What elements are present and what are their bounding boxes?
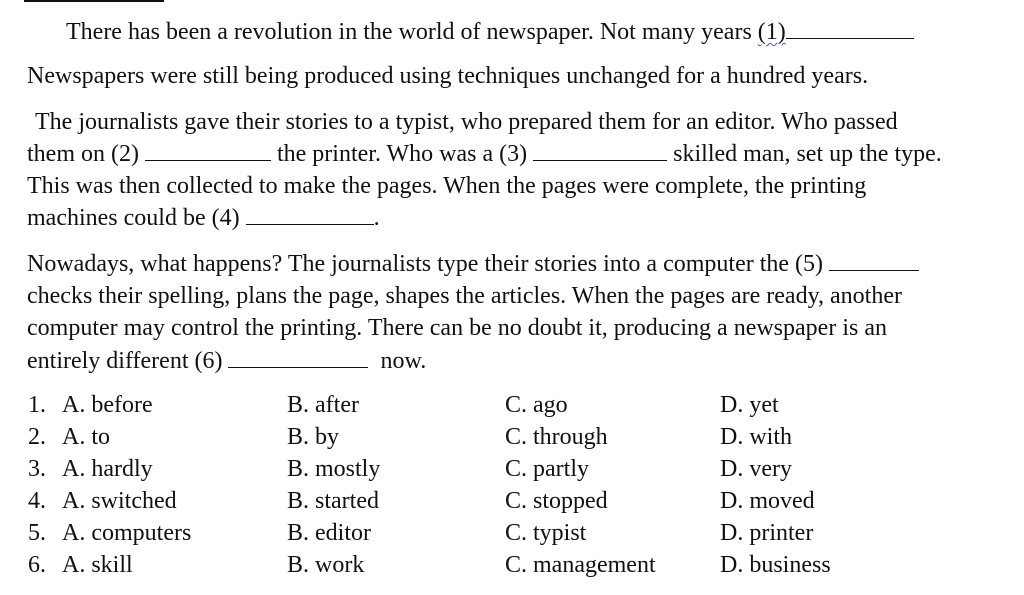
option-a[interactable]: A. computers <box>62 520 192 546</box>
option-b[interactable]: B. mostly <box>287 456 381 482</box>
option-c[interactable]: C. partly <box>505 456 589 482</box>
passage-line-7 <box>27 250 919 278</box>
option-d[interactable]: D. very <box>720 456 792 482</box>
option-a[interactable]: A. switched <box>62 488 177 514</box>
option-a[interactable]: A. to <box>62 424 110 450</box>
passage-line-4 <box>27 140 942 168</box>
option-d[interactable]: D. moved <box>720 488 815 514</box>
option-b[interactable]: B. editor <box>287 520 371 546</box>
passage-line-4-a: them on (2) <box>27 141 139 167</box>
question-number: 1. <box>28 392 46 418</box>
option-c[interactable]: C. stopped <box>505 488 608 514</box>
passage-line-5: This was then collected to make the pages. When the pages were complete, the printing <box>27 173 867 199</box>
option-a[interactable]: A. skill <box>62 552 133 578</box>
option-b[interactable]: B. after <box>287 392 359 418</box>
question-number: 3. <box>28 456 46 482</box>
option-b[interactable]: B. work <box>287 552 365 578</box>
option-a[interactable]: A. hardly <box>62 456 153 482</box>
question-number: 4. <box>28 488 46 514</box>
passage-line-6 <box>27 204 380 232</box>
passage-line-6-a: machines could be (4) <box>27 205 240 231</box>
passage-line-4-b: the printer. Who was a (3) <box>276 141 528 167</box>
question-number: 6. <box>28 552 46 578</box>
passage-line-3: The journalists gave their stories to a typist, who prepared them for an editor. Who passed <box>35 109 898 135</box>
option-c[interactable]: C. ago <box>505 392 568 418</box>
blank-6[interactable] <box>228 347 368 368</box>
passage-line-10 <box>27 347 426 375</box>
option-b[interactable]: B. started <box>287 488 379 514</box>
question-number: 2. <box>28 424 46 450</box>
top-rule <box>24 0 164 2</box>
passage-line-8: checks their spelling, plans the page, shapes the articles. When the pages are ready, another <box>27 283 902 309</box>
question-number: 5. <box>28 520 46 546</box>
option-c[interactable]: C. typist <box>505 520 587 546</box>
passage-line-9: computer may control the printing. There can be no doubt it, producing a newspaper is an <box>27 315 887 341</box>
passage-line-1 <box>66 18 914 46</box>
option-c[interactable]: C. management <box>505 552 656 578</box>
blank-2[interactable] <box>145 140 271 161</box>
passage-line-10-a: entirely different (6) <box>27 348 223 374</box>
passage-line-7-a: Nowadays, what happens? The journalists type their stories into a computer the (5) <box>27 251 824 277</box>
option-b[interactable]: B. by <box>287 424 340 450</box>
option-d[interactable]: D. printer <box>720 520 814 546</box>
blank-5[interactable] <box>829 250 919 271</box>
passage-line-6-b: . <box>373 205 380 231</box>
blank-3[interactable] <box>533 140 667 161</box>
passage-line-2: Newspapers were still being produced using techniques unchanged for a hundred years. <box>27 63 869 89</box>
blank-4[interactable] <box>246 204 374 225</box>
passage-line-10-b: now. <box>380 348 427 374</box>
option-d[interactable]: D. business <box>720 552 831 578</box>
blank-1[interactable] <box>786 18 914 39</box>
passage-line-1-text: There has been a revolution in the world of newspaper. Not many years <box>66 19 758 45</box>
passage-line-4-c: skilled man, set up the type. <box>673 141 942 167</box>
option-d[interactable]: D. with <box>720 424 792 450</box>
option-d[interactable]: D. yet <box>720 392 779 418</box>
blank-1-marker: (1) <box>757 19 786 45</box>
option-c[interactable]: C. through <box>505 424 608 450</box>
option-a[interactable]: A. before <box>62 392 153 418</box>
